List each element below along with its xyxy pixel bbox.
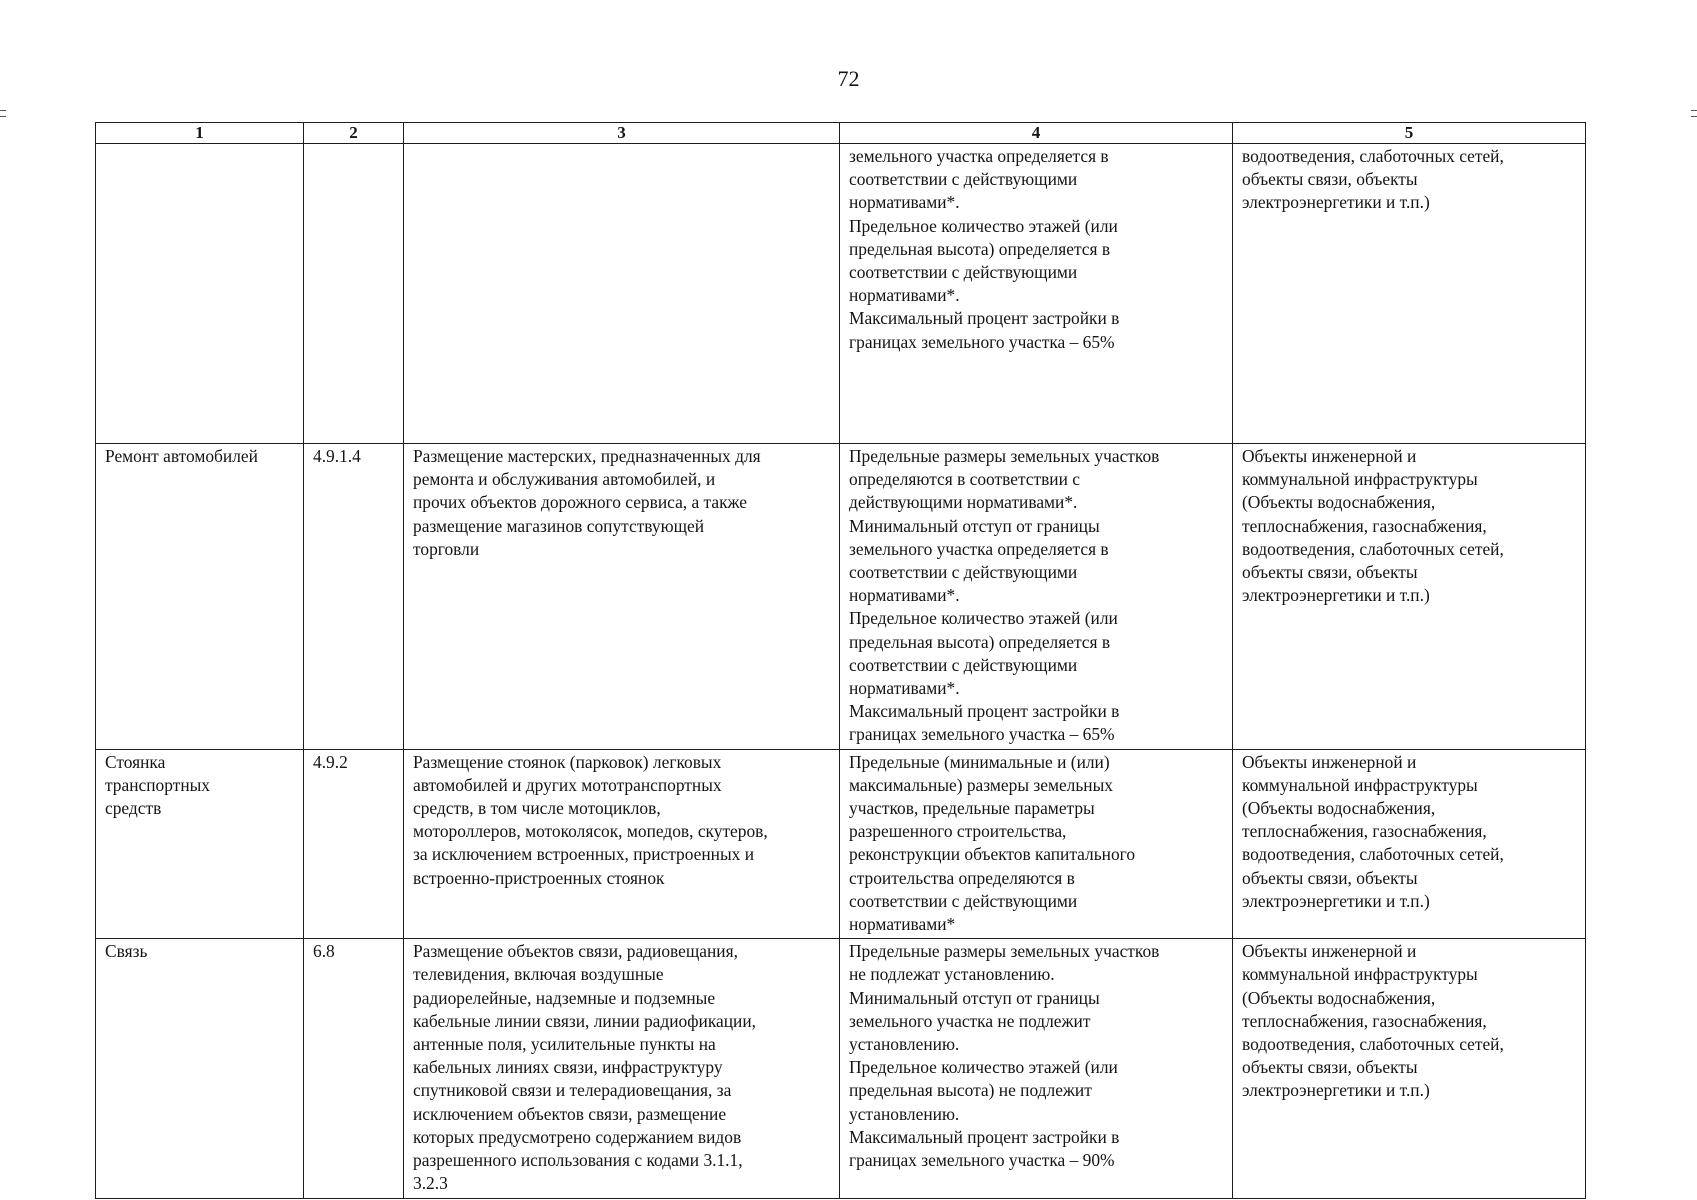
cell-line: нормативами*.: [849, 285, 960, 306]
infrastructure-objects: [1233, 749, 1586, 939]
cell-line: земельного участка определяется в: [849, 538, 1109, 559]
cell-line: за исключением встроенных, пристроенных и: [413, 844, 755, 865]
construction-parameters: [840, 444, 1233, 750]
use-type-description: [404, 444, 840, 750]
cell-line: кабельные линии связи, линии радиофикации,: [413, 1010, 756, 1031]
table-body: [96, 144, 1586, 1199]
table-row: [96, 444, 1586, 750]
cell-line: объекты связи, объекты: [1242, 867, 1418, 888]
cell-line: Предельное количество этажей (или: [849, 215, 1118, 236]
cell-line: предельная высота) определяется в: [849, 238, 1111, 259]
cell-line: земельного участка не подлежит: [849, 1010, 1091, 1031]
cell-line: водоотведения, слаботочных сетей,: [1242, 1034, 1504, 1055]
cell-line: предельная высота) определяется в: [849, 631, 1111, 652]
cell-line: определяются в соответствии с: [849, 469, 1080, 490]
cell-line: максимальные) размеры земельных: [849, 774, 1113, 795]
cell-line: установлению.: [849, 1103, 960, 1124]
cell-line: не подлежат установлению.: [849, 964, 1055, 985]
cell-line: Объекты инженерной и: [1242, 446, 1417, 466]
cell-line: границах земельного участка – 65%: [849, 724, 1115, 745]
cell-line: водоотведения, слаботочных сетей,: [1242, 146, 1504, 166]
cell-line: Объекты инженерной и: [1242, 941, 1417, 962]
cell-line: торговли: [413, 538, 480, 559]
cell-line: Максимальный процент застройки в: [849, 308, 1120, 329]
cell-line: прочих объектов дорожного сервиса, а также: [413, 492, 748, 513]
infrastructure-objects: [1233, 939, 1586, 1198]
table-row: [96, 144, 1586, 444]
cell-line: участков, предельные параметры: [849, 798, 1095, 819]
cell-line: коммунальной инфраструктуры: [1242, 964, 1478, 985]
cell-line: Размещение стоянок (парковок) легковых: [413, 751, 722, 772]
use-type-description: [404, 749, 840, 939]
cell-line: которых предусмотрено содержанием видов: [413, 1126, 742, 1147]
cell-line: 4.9.2: [313, 751, 348, 772]
cell-line: средств, в том числе мотоциклов,: [413, 798, 661, 819]
cell-line: установлению.: [849, 1034, 960, 1055]
cell-line: 3.2.3: [413, 1173, 448, 1194]
infrastructure-objects: [1233, 444, 1586, 750]
cell-line: Ремонт автомобилей: [105, 446, 258, 466]
use-type-description: [404, 144, 840, 444]
cell-line: (Объекты водоснабжения,: [1242, 987, 1436, 1008]
cell-line: Максимальный процент застройки в: [849, 1126, 1120, 1147]
cell-line: земельного участка определяется в: [849, 146, 1109, 166]
cell-line: ремонта и обслуживания автомобилей, и: [413, 469, 716, 490]
cell-line: границах земельного участка – 90%: [849, 1150, 1115, 1171]
cell-line: теплоснабжения, газоснабжения,: [1242, 1010, 1487, 1031]
column-header: 5: [1233, 123, 1586, 144]
use-type-code: [304, 444, 404, 750]
use-type-name: [96, 749, 304, 939]
cell-line: Размещение мастерских, предназначенных для: [413, 446, 761, 466]
cell-line: нормативами*.: [849, 678, 960, 699]
cell-line: средств: [105, 798, 162, 819]
cell-line: соответствии с действующими: [849, 562, 1078, 583]
cell-line: нормативами*.: [849, 192, 960, 213]
scan-mark: [0, 116, 6, 117]
page-number: 72: [837, 66, 860, 91]
cell-line: водоотведения, слаботочных сетей,: [1242, 538, 1504, 559]
cell-line: спутниковой связи и телерадиовещания, за: [413, 1080, 732, 1101]
column-header: 4: [840, 123, 1233, 144]
cell-line: Максимальный процент застройки в: [849, 701, 1120, 722]
construction-parameters: [840, 939, 1233, 1198]
use-type-code: [304, 749, 404, 939]
cell-line: границах земельного участка – 65%: [849, 331, 1115, 352]
cell-line: нормативами*: [849, 914, 956, 935]
cell-line: коммунальной инфраструктуры: [1242, 469, 1478, 490]
cell-line: теплоснабжения, газоснабжения,: [1242, 821, 1487, 842]
cell-line: соответствии с действующими: [849, 890, 1078, 911]
cell-line: нормативами*.: [849, 585, 960, 606]
use-type-description: [404, 939, 840, 1198]
construction-parameters: [840, 144, 1233, 444]
land-use-table: [95, 122, 1586, 1199]
cell-line: объекты связи, объекты: [1242, 169, 1418, 190]
cell-line: объекты связи, объекты: [1242, 562, 1418, 583]
cell-line: строительства определяются в: [849, 867, 1075, 888]
use-type-name: [96, 444, 304, 750]
cell-line: объекты связи, объекты: [1242, 1057, 1418, 1078]
cell-line: соответствии с действующими: [849, 654, 1078, 675]
cell-line: 4.9.1.4: [313, 446, 361, 466]
column-header: 3: [404, 123, 840, 144]
scan-mark: [1691, 116, 1697, 117]
cell-line: 6.8: [313, 941, 335, 962]
construction-parameters: [840, 749, 1233, 939]
column-header: 1: [96, 123, 304, 144]
use-type-name: [96, 939, 304, 1198]
cell-line: (Объекты водоснабжения,: [1242, 492, 1436, 513]
cell-line: разрешенного использования с кодами 3.1.1,: [413, 1150, 743, 1171]
cell-line: предельная высота) не подлежит: [849, 1080, 1092, 1101]
scan-mark: [1691, 110, 1697, 111]
use-type-code: [304, 939, 404, 1198]
cell-line: разрешенного строительства,: [849, 821, 1067, 842]
cell-line: размещение магазинов сопутствующей: [413, 515, 705, 536]
cell-line: Размещение объектов связи, радиовещания,: [413, 941, 738, 962]
cell-line: исключением объектов связи, размещение: [413, 1103, 727, 1124]
cell-line: действующими нормативами*.: [849, 492, 1078, 513]
table-row: [96, 939, 1586, 1198]
cell-line: радиорелейные, надземные и подземные: [413, 987, 716, 1008]
cell-line: водоотведения, слаботочных сетей,: [1242, 844, 1504, 865]
cell-line: автомобилей и других мототранспортных: [413, 774, 722, 795]
header-row: [96, 123, 1586, 144]
cell-line: Предельные (минимальные и (или): [849, 751, 1110, 772]
cell-line: Минимальный отступ от границы: [849, 515, 1100, 536]
cell-line: транспортных: [105, 774, 211, 795]
cell-line: электроэнергетики и т.п.): [1242, 585, 1430, 606]
cell-line: мотороллеров, мотоколясок, мопедов, скутеров,: [413, 821, 768, 842]
cell-line: встроенно-пристроенных стоянок: [413, 867, 665, 888]
cell-line: Предельные размеры земельных участков: [849, 446, 1160, 466]
scan-mark: [0, 110, 6, 111]
column-header: 2: [304, 123, 404, 144]
use-type-name: [96, 144, 304, 444]
table-row: [96, 749, 1586, 939]
cell-line: электроэнергетики и т.п.): [1242, 1080, 1430, 1101]
cell-line: реконструкции объектов капитального: [849, 844, 1136, 865]
infrastructure-objects: [1233, 144, 1586, 444]
cell-line: Объекты инженерной и: [1242, 751, 1417, 772]
cell-line: электроэнергетики и т.п.): [1242, 192, 1430, 213]
cell-line: соответствии с действующими: [849, 169, 1078, 190]
cell-line: теплоснабжения, газоснабжения,: [1242, 515, 1487, 536]
cell-line: электроэнергетики и т.п.): [1242, 890, 1430, 911]
cell-line: Предельные размеры земельных участков: [849, 941, 1160, 962]
cell-line: коммунальной инфраструктуры: [1242, 774, 1478, 795]
cell-line: антенные поля, усилительные пункты на: [413, 1034, 716, 1055]
cell-line: кабельных линиях связи, инфраструктуру: [413, 1057, 723, 1078]
cell-line: (Объекты водоснабжения,: [1242, 798, 1436, 819]
cell-line: Стоянка: [105, 751, 166, 772]
cell-line: Минимальный отступ от границы: [849, 987, 1100, 1008]
cell-line: Связь: [105, 941, 148, 962]
use-type-code: [304, 144, 404, 444]
cell-line: телевидения, включая воздушные: [413, 964, 664, 985]
cell-line: соответствии с действующими: [849, 262, 1078, 283]
cell-line: Предельное количество этажей (или: [849, 1057, 1118, 1078]
cell-line: Предельное количество этажей (или: [849, 608, 1118, 629]
